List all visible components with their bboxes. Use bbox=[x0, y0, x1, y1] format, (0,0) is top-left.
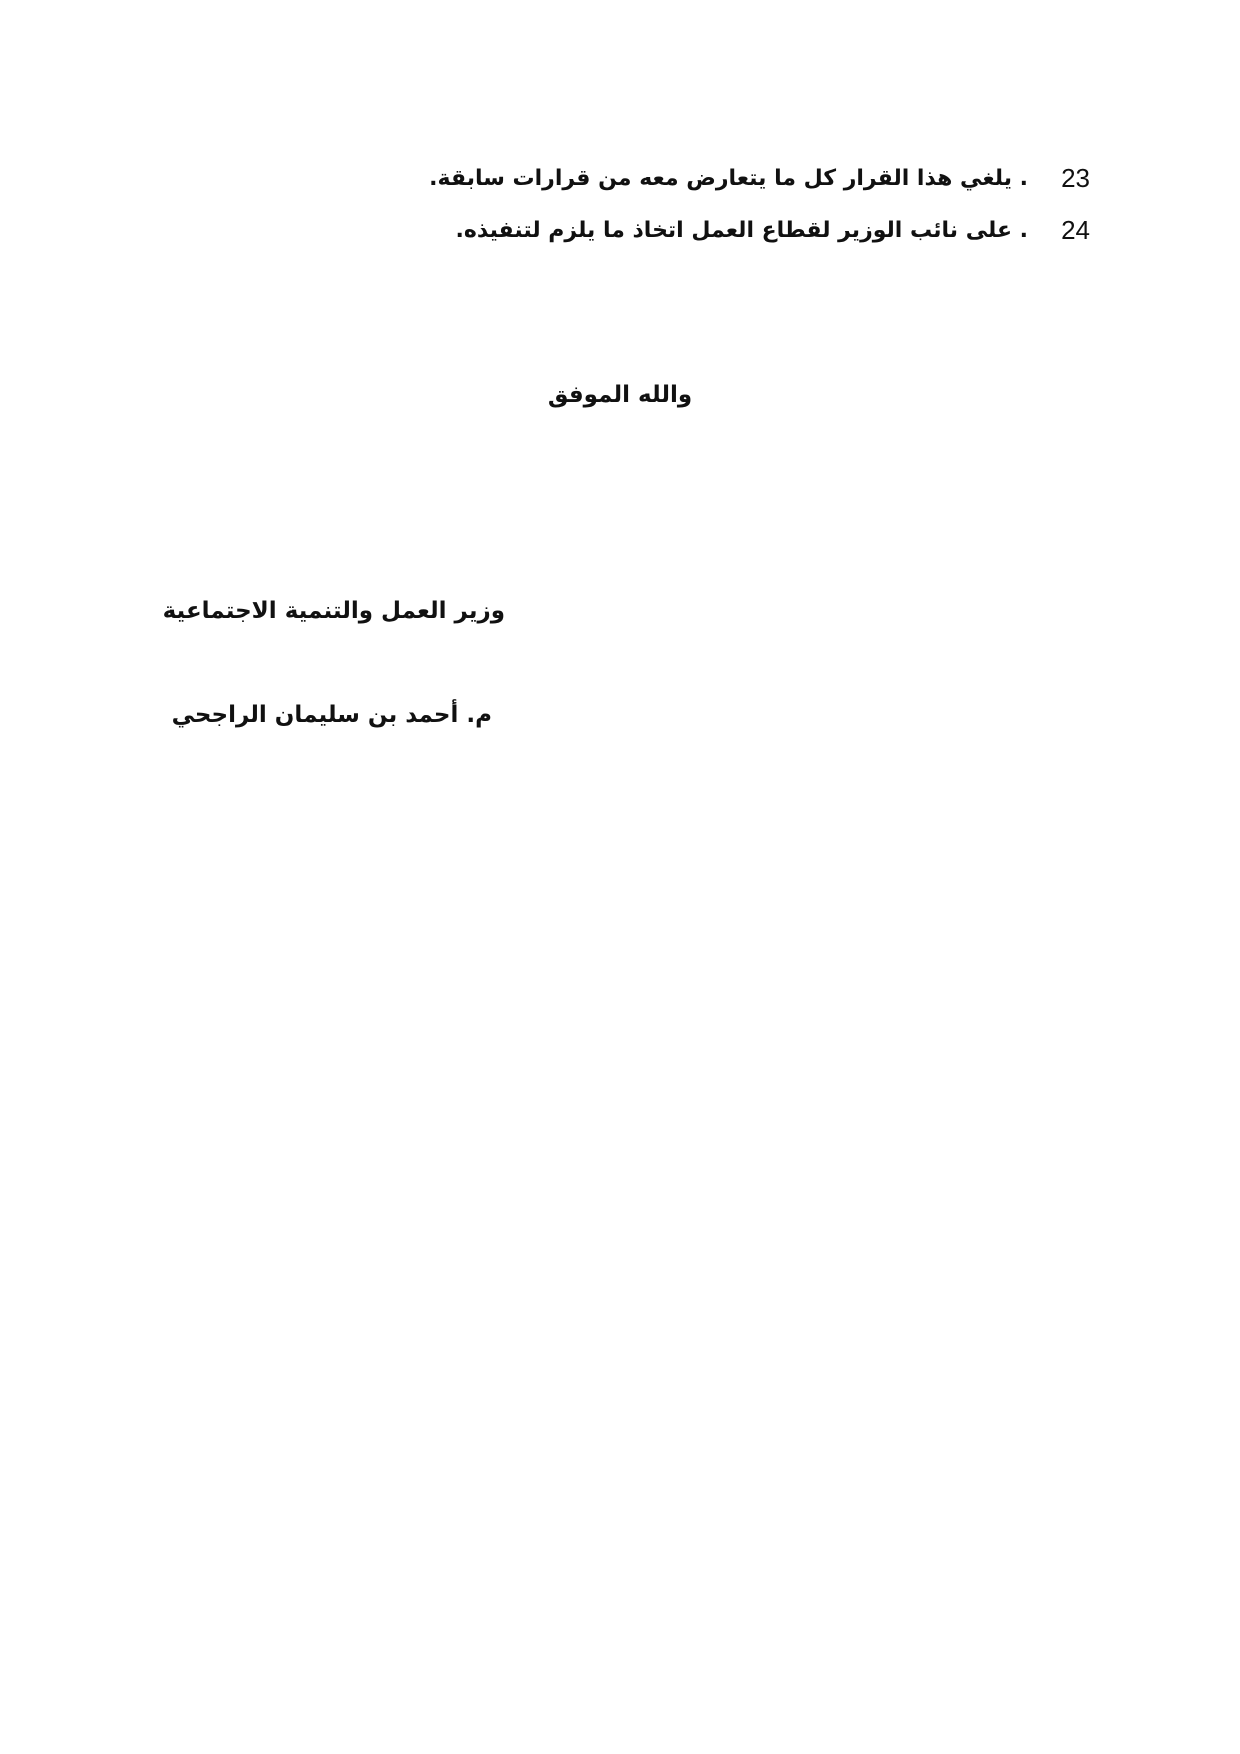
clause-item bbox=[290, 152, 1090, 204]
clause-number: 23 bbox=[1061, 162, 1090, 193]
signatory-title: وزير العمل والتنمية الاجتماعية bbox=[162, 598, 505, 624]
closing-phrase: والله الموفق bbox=[547, 382, 693, 408]
clause-item bbox=[290, 204, 1090, 256]
clause-text: . يلغي هذا القرار كل ما يتعارض معه من قرارات سابقة. bbox=[429, 165, 1028, 191]
clause-number: 24 bbox=[1061, 214, 1090, 245]
clause-text: . على نائب الوزير لقطاع العمل اتخاذ ما يلزم لتنفيذه. bbox=[455, 217, 1028, 243]
clause-list bbox=[290, 152, 1090, 256]
signatory-name: م. أحمد بن سليمان الراجحي bbox=[171, 702, 492, 728]
